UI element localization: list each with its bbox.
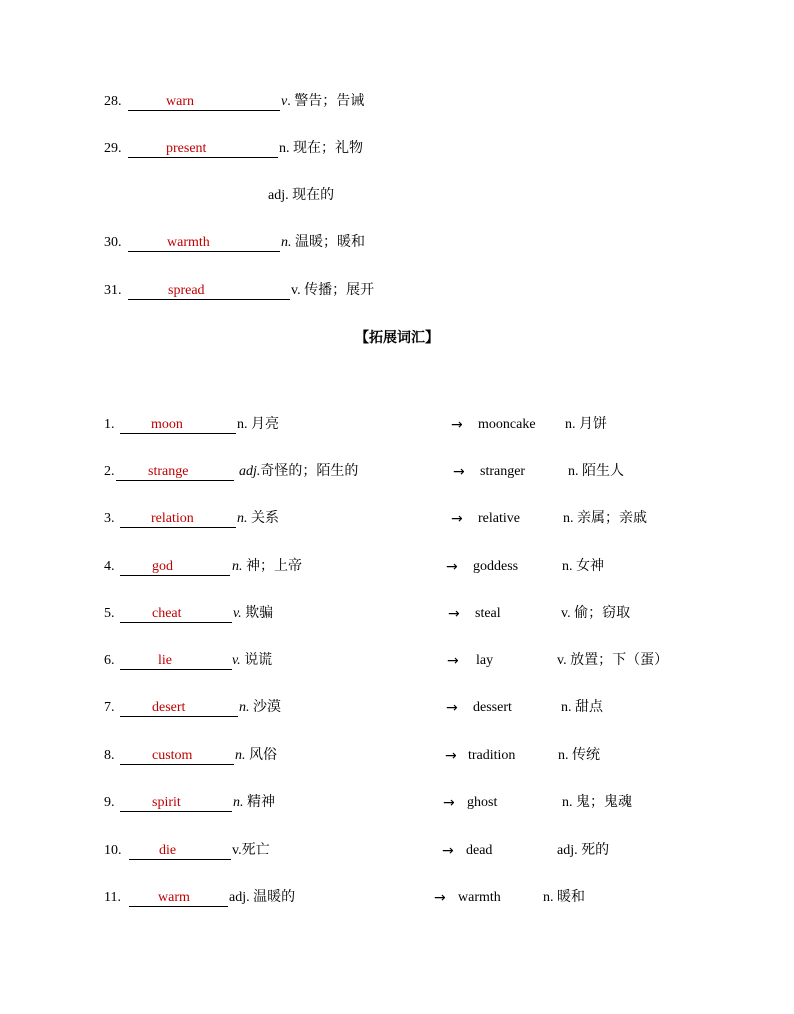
arrow-icon: → bbox=[442, 843, 454, 859]
part-of-speech: n. bbox=[239, 700, 250, 715]
related-meaning: 偷；窃取 bbox=[570, 606, 631, 621]
related-definition bbox=[561, 698, 603, 718]
meaning: 欺骗 bbox=[241, 606, 274, 621]
answer-word: god bbox=[152, 559, 173, 574]
related-pos: adj. bbox=[557, 843, 578, 858]
meaning: 奇怪的；陌生的 bbox=[260, 464, 359, 479]
arrow-icon: → bbox=[451, 417, 463, 433]
related-word: steal bbox=[475, 606, 501, 621]
related-meaning: 死的 bbox=[577, 843, 610, 858]
related-meaning: 放置；下（蛋） bbox=[566, 653, 669, 668]
answer-blank bbox=[128, 281, 290, 300]
related-definition bbox=[561, 604, 630, 624]
definition bbox=[233, 793, 275, 813]
part-of-speech: n. bbox=[281, 235, 292, 250]
related-pos: n. bbox=[562, 795, 573, 810]
definition bbox=[281, 233, 365, 253]
definition bbox=[281, 92, 364, 112]
related-pos: n. bbox=[543, 890, 554, 905]
arrow-icon: → bbox=[434, 890, 446, 906]
answer-word: warmth bbox=[167, 235, 210, 250]
meaning: 死亡 bbox=[241, 843, 270, 858]
item-number: 31. bbox=[104, 283, 122, 298]
answer-word: moon bbox=[151, 417, 183, 432]
arrow-icon: → bbox=[448, 606, 460, 622]
part-of-speech: adj. bbox=[239, 464, 261, 479]
definition bbox=[229, 888, 295, 908]
related-word: ghost bbox=[467, 795, 498, 810]
answer-blank bbox=[120, 651, 232, 670]
related-definition bbox=[562, 793, 632, 813]
meaning: 精神 bbox=[243, 795, 275, 810]
meaning: 关系 bbox=[247, 511, 279, 526]
meaning: 现在；礼物 bbox=[289, 141, 363, 156]
definition bbox=[239, 462, 358, 482]
answer-word: die bbox=[159, 843, 177, 858]
meaning: 温暖的 bbox=[249, 890, 296, 905]
answer-word: cheat bbox=[152, 606, 182, 621]
related-definition bbox=[563, 509, 647, 529]
answer-word: warn bbox=[166, 94, 194, 109]
related-meaning: 暖和 bbox=[553, 890, 585, 905]
arrow-icon: → bbox=[451, 511, 463, 527]
related-word: relative bbox=[478, 511, 520, 526]
related-pos: n. bbox=[561, 700, 572, 715]
arrow-icon: → bbox=[447, 653, 459, 669]
part-of-speech: n. bbox=[237, 417, 248, 432]
part-of-speech: n. bbox=[233, 795, 244, 810]
part-of-speech: n. bbox=[232, 559, 243, 574]
item-number: 6. bbox=[104, 653, 115, 668]
answer-word: lie bbox=[158, 653, 172, 668]
related-pos: v. bbox=[561, 606, 571, 621]
arrow-icon: → bbox=[445, 748, 457, 764]
item-number: 9. bbox=[104, 795, 115, 810]
related-word: lay bbox=[476, 653, 494, 668]
definition bbox=[279, 139, 363, 159]
answer-word: strange bbox=[148, 464, 189, 479]
item-number: 10. bbox=[104, 843, 122, 858]
answer-blank bbox=[128, 92, 280, 111]
related-word: warmth bbox=[458, 890, 501, 905]
answer-blank bbox=[120, 557, 230, 576]
definition bbox=[237, 509, 279, 529]
related-word: dead bbox=[466, 843, 493, 858]
related-definition bbox=[562, 557, 604, 577]
part-of-speech: adj. bbox=[229, 890, 250, 905]
item-number: 30. bbox=[104, 235, 122, 250]
answer-word: custom bbox=[152, 748, 193, 763]
item-number: 5. bbox=[104, 606, 115, 621]
related-definition bbox=[557, 651, 668, 671]
extra-definition: adj. 现在的 bbox=[268, 188, 335, 203]
item-number: 11. bbox=[104, 890, 121, 905]
related-meaning: 甜点 bbox=[571, 700, 603, 715]
definition bbox=[232, 651, 272, 671]
definition bbox=[237, 415, 279, 435]
arrow-icon: → bbox=[446, 700, 458, 716]
definition bbox=[232, 841, 270, 861]
part-of-speech: v. bbox=[232, 843, 242, 858]
meaning: 温暖；暖和 bbox=[291, 235, 365, 250]
related-pos: n. bbox=[568, 464, 579, 479]
arrow-icon: → bbox=[446, 559, 458, 575]
related-meaning: 女神 bbox=[572, 559, 604, 574]
related-pos: n. bbox=[565, 417, 576, 432]
related-definition bbox=[568, 462, 624, 482]
meaning: . 警告；告诫 bbox=[287, 94, 365, 109]
related-word: goddess bbox=[473, 559, 519, 574]
item-number: 3. bbox=[104, 511, 115, 526]
related-word: stranger bbox=[480, 464, 526, 479]
related-definition bbox=[543, 888, 585, 908]
meaning: 沙漠 bbox=[249, 700, 281, 715]
item-number: 28. bbox=[104, 94, 122, 109]
definition bbox=[239, 698, 281, 718]
related-meaning: 月饼 bbox=[575, 417, 607, 432]
related-meaning: 陌生人 bbox=[578, 464, 624, 479]
item-number: 7. bbox=[104, 700, 115, 715]
meaning: 月亮 bbox=[247, 417, 279, 432]
section-heading: 【拓展词汇】 bbox=[355, 330, 439, 346]
item-number: 4. bbox=[104, 559, 115, 574]
item-number: 1. bbox=[104, 417, 115, 432]
item-number: 8. bbox=[104, 748, 115, 763]
related-definition bbox=[557, 841, 609, 861]
answer-word: desert bbox=[152, 700, 186, 715]
part-of-speech: n. bbox=[237, 511, 248, 526]
meaning: 传播；展开 bbox=[300, 283, 375, 298]
definition bbox=[291, 281, 374, 301]
related-meaning: 亲属；亲戚 bbox=[573, 511, 647, 526]
answer-word: relation bbox=[151, 511, 194, 526]
related-pos: n. bbox=[562, 559, 573, 574]
answer-word: spread bbox=[168, 283, 205, 298]
related-pos: n. bbox=[558, 748, 569, 763]
item-number: 29. bbox=[104, 141, 122, 156]
answer-word: present bbox=[166, 141, 207, 156]
definition bbox=[233, 604, 273, 624]
answer-blank bbox=[129, 841, 231, 860]
part-of-speech: v bbox=[281, 94, 288, 109]
arrow-icon: → bbox=[453, 464, 465, 480]
part-of-speech: v. bbox=[291, 283, 301, 298]
meaning: 神；上帝 bbox=[242, 559, 302, 574]
related-definition bbox=[565, 415, 607, 435]
meaning: 说谎 bbox=[240, 653, 273, 668]
arrow-icon: → bbox=[443, 795, 455, 811]
related-word: tradition bbox=[468, 748, 516, 763]
part-of-speech: n. bbox=[279, 141, 290, 156]
answer-word: warm bbox=[158, 890, 190, 905]
definition bbox=[232, 557, 302, 577]
related-pos: v. bbox=[557, 653, 567, 668]
related-meaning: 鬼；鬼魂 bbox=[572, 795, 632, 810]
item-number: 2. bbox=[104, 464, 115, 479]
related-definition bbox=[558, 746, 600, 766]
related-word: dessert bbox=[473, 700, 512, 715]
part-of-speech: v. bbox=[232, 653, 241, 668]
meaning: 风俗 bbox=[245, 748, 277, 763]
part-of-speech: v. bbox=[233, 606, 242, 621]
related-word: mooncake bbox=[478, 417, 536, 432]
related-meaning: 传统 bbox=[568, 748, 600, 763]
answer-word: spirit bbox=[152, 795, 181, 810]
definition bbox=[235, 746, 277, 766]
related-pos: n. bbox=[563, 511, 574, 526]
part-of-speech: n. bbox=[235, 748, 246, 763]
